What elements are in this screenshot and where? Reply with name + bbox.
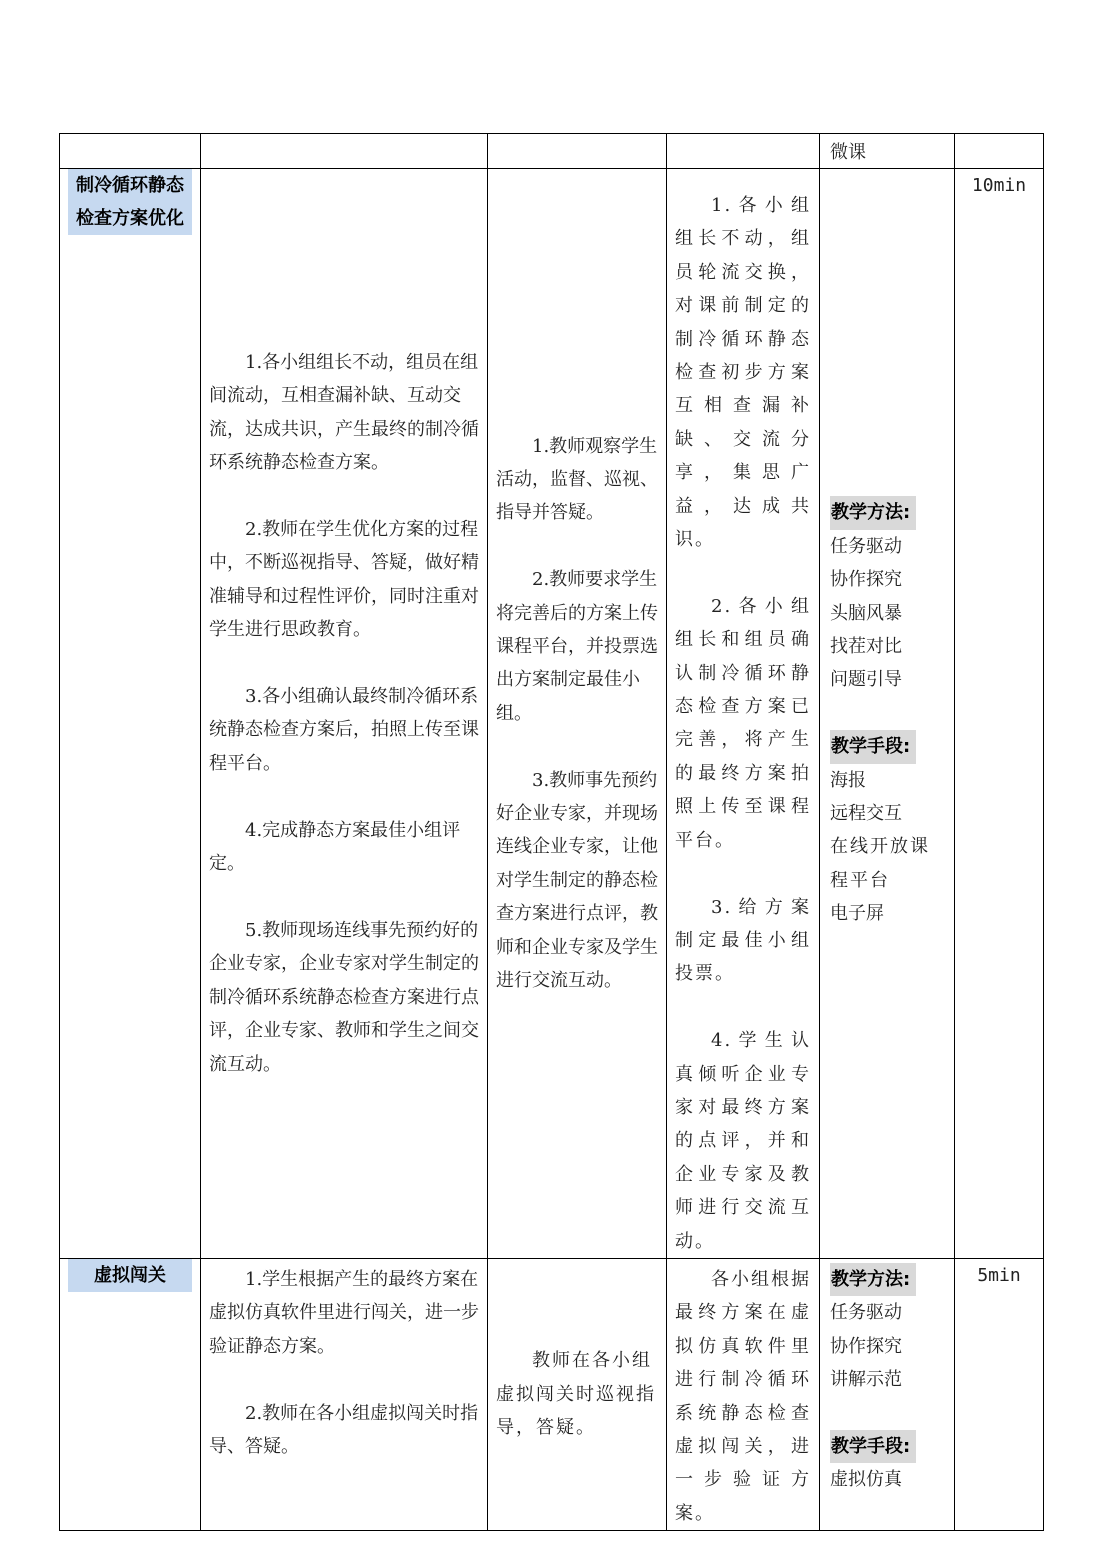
methods-cell xyxy=(820,169,955,1259)
time-cell xyxy=(955,134,1044,169)
student-activity-2: 2.教师在各小组虚拟闯关时指导、答疑。 xyxy=(209,1402,479,1457)
methods-cell xyxy=(820,1258,955,1530)
design-intent-1: 1.各小组组长不动，组员轮流交换，对课前制定的制冷循环静态检查初步方案互相查漏补缺、交流分享，集思广益，达成共识。 xyxy=(675,195,811,551)
student-activity-3: 3.各小组确认最终制冷循环系统静态检查方案后，拍照上传至课程平台。 xyxy=(209,686,479,774)
student-activity-5: 5.教师现场连线事先预约好的企业专家，企业专家对学生制定的制冷循环系统静态检查方案进行点评，企业专家、教师和学生之间交流互动。 xyxy=(209,919,479,1075)
methods-label: 教学方法: xyxy=(830,1263,916,1296)
method-item: 头脑风暴 xyxy=(830,602,902,624)
table-row-continuation xyxy=(60,134,1044,169)
stage-cell xyxy=(60,169,201,1259)
student-activity-2: 2.教师在学生优化方案的过程中，不断巡视指导、答疑，做好精准辅导和过程性评价，同时注重对学生进行思政教育。 xyxy=(209,519,479,641)
design-intent-4: 4.学生认真倾听企业专家对最终方案的点评，并和企业专家及教师进行交流互动。 xyxy=(675,1030,811,1252)
method-item: 协作探究 xyxy=(830,569,902,591)
method-item: 问题引导 xyxy=(830,669,902,691)
teacher-activity-cell xyxy=(488,169,667,1259)
student-activity-cell xyxy=(201,169,488,1259)
stage-label: 制冷循环静态 检查方案优化 xyxy=(68,169,192,235)
means-item: 电子屏 xyxy=(830,903,884,925)
student-activity-4: 4.完成静态方案最佳小组评定。 xyxy=(209,819,461,875)
method-item: 协作探究 xyxy=(830,1335,902,1357)
teacher-activity-2: 2.教师要求学生将完善后的方案上传课程平台，并投票选出方案制定最佳小组。 xyxy=(496,569,658,724)
design-intent-cell xyxy=(667,169,820,1259)
means-item: 在线开放课程平台 xyxy=(830,836,930,891)
teacher-activity-1: 教师在各小组虚拟闯关时巡视指导，答疑。 xyxy=(496,1350,656,1439)
teacher-activity-cell xyxy=(488,134,667,169)
design-intent-3: 3.给方案制定最佳小组投票。 xyxy=(675,896,811,985)
means-label: 教学手段: xyxy=(830,1430,916,1463)
time-cell xyxy=(955,169,1044,1259)
teacher-activity-cell xyxy=(488,1258,667,1530)
design-intent-cell xyxy=(667,134,820,169)
means-item: 虚拟仿真 xyxy=(830,1469,902,1491)
stage-cell xyxy=(60,1258,201,1530)
student-activity-cell xyxy=(201,134,488,169)
methods-cell xyxy=(820,134,955,169)
design-intent-2: 2.各小组组长和组员确认制冷循环静态检查方案已完善，将产生的最终方案拍照上传至课程平台。 xyxy=(675,595,811,851)
stage-cell xyxy=(60,134,201,169)
table-row-optimization xyxy=(60,169,1044,1259)
teacher-activity-3: 3.教师事先预约好企业专家，并现场连线企业专家，让他对学生制定的静态检查方案进行点评，教师和企业专家及学生进行交流互动。 xyxy=(496,769,658,991)
student-activity-1: 1.各小组组长不动，组员在组间流动，互相查漏补缺、互动交流，达成共识，产生最终的制冷循环系统静态检查方案。 xyxy=(209,352,479,474)
student-activity-cell xyxy=(201,1258,488,1530)
teacher-activity-1: 1.教师观察学生活动，监督、巡视、指导并答疑。 xyxy=(496,435,658,524)
method-item: 任务驱动 xyxy=(830,535,902,557)
design-intent-cell xyxy=(667,1258,820,1530)
lesson-plan-table xyxy=(59,133,1044,1531)
duration: 5min xyxy=(977,1264,1021,1286)
duration: 10min xyxy=(971,175,1027,196)
methods-continued-text: 微课 xyxy=(830,142,866,163)
means-item: 远程交互 xyxy=(830,802,902,824)
time-cell xyxy=(955,1258,1044,1530)
means-label: 教学手段: xyxy=(830,730,916,763)
stage-label: 虚拟闯关 xyxy=(68,1259,192,1292)
student-activity-1: 1.学生根据产生的最终方案在虚拟仿真软件里进行闯关，进一步验证静态方案。 xyxy=(209,1268,479,1357)
method-item: 任务驱动 xyxy=(830,1302,902,1324)
table-row-virtual-challenge xyxy=(60,1258,1044,1530)
method-item: 讲解示范 xyxy=(830,1369,902,1391)
method-item: 找茬对比 xyxy=(830,635,902,657)
means-item: 海报 xyxy=(830,769,866,791)
methods-label: 教学方法: xyxy=(830,496,916,529)
design-intent-1: 各小组根据最终方案在虚拟仿真软件里进行制冷循环系统静态检查虚拟闯关，进一步验证方案。 xyxy=(675,1268,811,1524)
